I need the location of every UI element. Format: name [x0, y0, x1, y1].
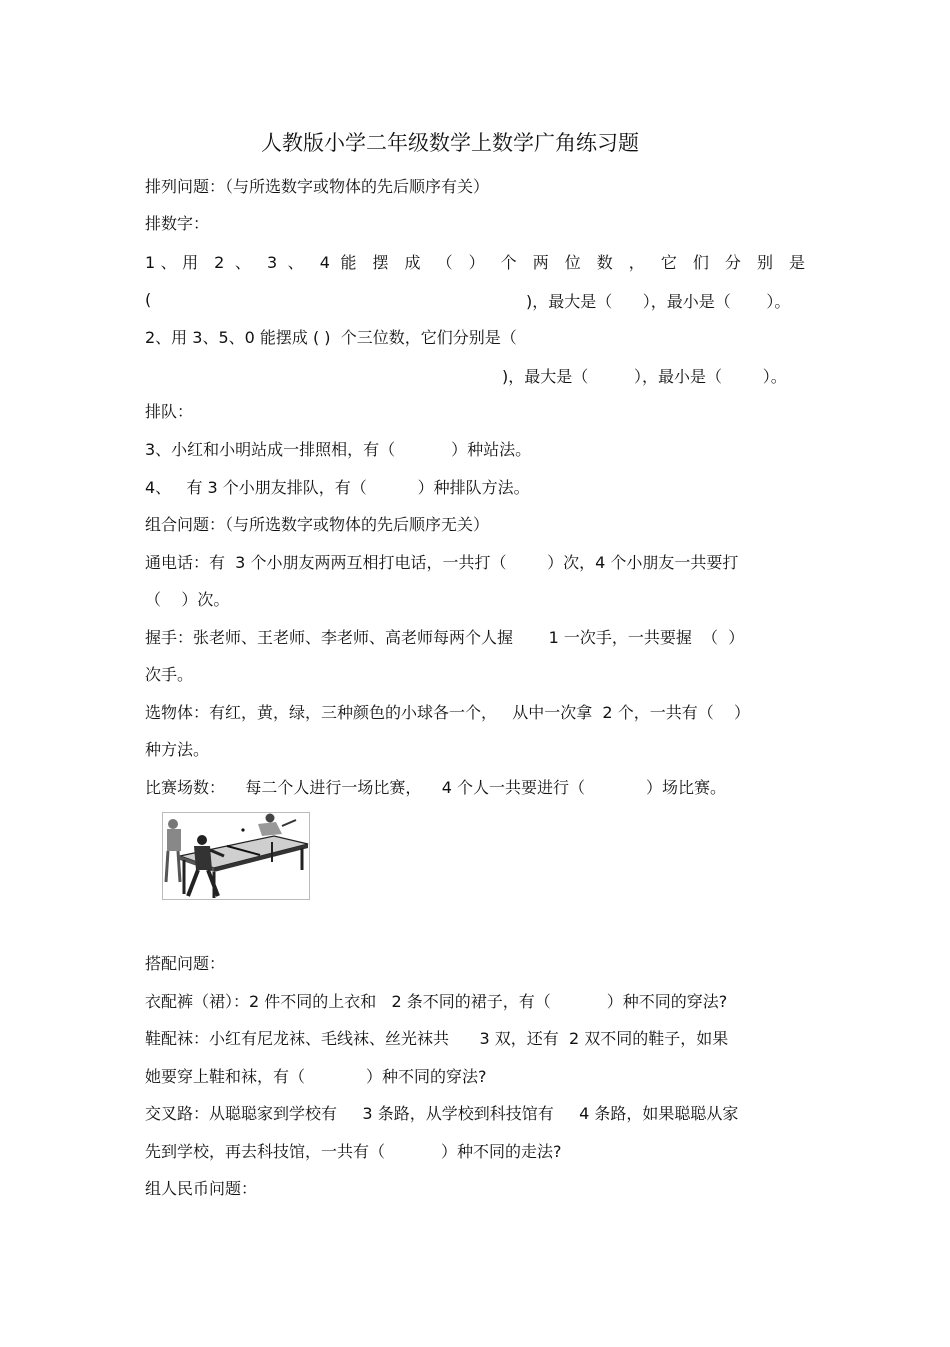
handshake-question-line2: 次手。 [145, 665, 194, 684]
handshake-question-line1: 握手：张老师、王老师、李老师、高老师每两个人握 1 一次手，一共要握 （ ） [145, 628, 745, 647]
shoes-socks-question-line2: 她要穿上鞋和袜，有（ ）种不同的穿法? [145, 1067, 487, 1086]
question-1-line2-rest: )，最大是（ ），最小是（ ）。 [526, 292, 791, 311]
table-tennis-illustration [162, 812, 310, 900]
select-balls-question-line1: 选物体：有红，黄，绿，三种颜色的小球各一个， 从中一次拿 2 个，一共有（ ） [145, 703, 751, 722]
section-arrangement-heading: 排列问题：（与所选数字或物体的先后顺序有关） [145, 177, 490, 196]
subheading-queue: 排队： [145, 402, 194, 421]
phone-call-question-line2: （ ）次。 [145, 590, 230, 609]
subheading-arrange-digits: 排数字： [145, 214, 210, 233]
currency-heading: 组人民币问题： [145, 1179, 258, 1198]
clothes-question: 衣配裤（裙）：2 件不同的上衣和 2 条不同的裙子，有（ ）种不同的穿法? [145, 992, 728, 1011]
question-2-line2: )，最大是（ ），最小是（ ）。 [502, 367, 787, 386]
phone-call-question-line1: 通电话：有 3 个小朋友两两互相打电话，一共打（ ）次，4 个小朋友一共要打 [145, 553, 739, 572]
question-4: 4、 有 3 个小朋友排队，有（ ）种排队方法。 [145, 478, 530, 497]
select-balls-question-line2: 种方法。 [145, 740, 210, 759]
question-1-line2-open: ( [145, 290, 152, 309]
shoes-socks-question-line1: 鞋配袜：小红有尼龙袜、毛线袜、丝光袜共 3 双，还有 2 双不同的鞋子，如果 [145, 1029, 729, 1048]
question-1-line1: 1、用 2 、 3 、 4 能 摆 成 （ ） 个 两 位 数 ， 它 们 分 别 是 [145, 253, 805, 272]
page-title: 人教版小学二年级数学上数学广角练习题 [261, 131, 639, 155]
section-combination-heading: 组合问题：（与所选数字或物体的先后顺序无关） [145, 515, 490, 534]
question-3: 3、小红和小明站成一排照相，有（ ）种站法。 [145, 440, 532, 459]
crossroads-question-line1: 交叉路：从聪聪家到学校有 3 条路，从学校到科技馆有 4 条路，如果聪聪从家 [145, 1104, 739, 1123]
question-2-line1: 2、用 3、5、0 能摆成 ( ) 个三位数，它们分别是（ [145, 328, 517, 347]
section-pairing-heading: 搭配问题： [145, 954, 226, 973]
crossroads-question-line2: 先到学校，再去科技馆，一共有（ ）种不同的走法? [145, 1142, 562, 1161]
match-count-question: 比赛场数： 每二个人进行一场比赛， 4 个人一共要进行（ ）场比赛。 [145, 778, 726, 797]
